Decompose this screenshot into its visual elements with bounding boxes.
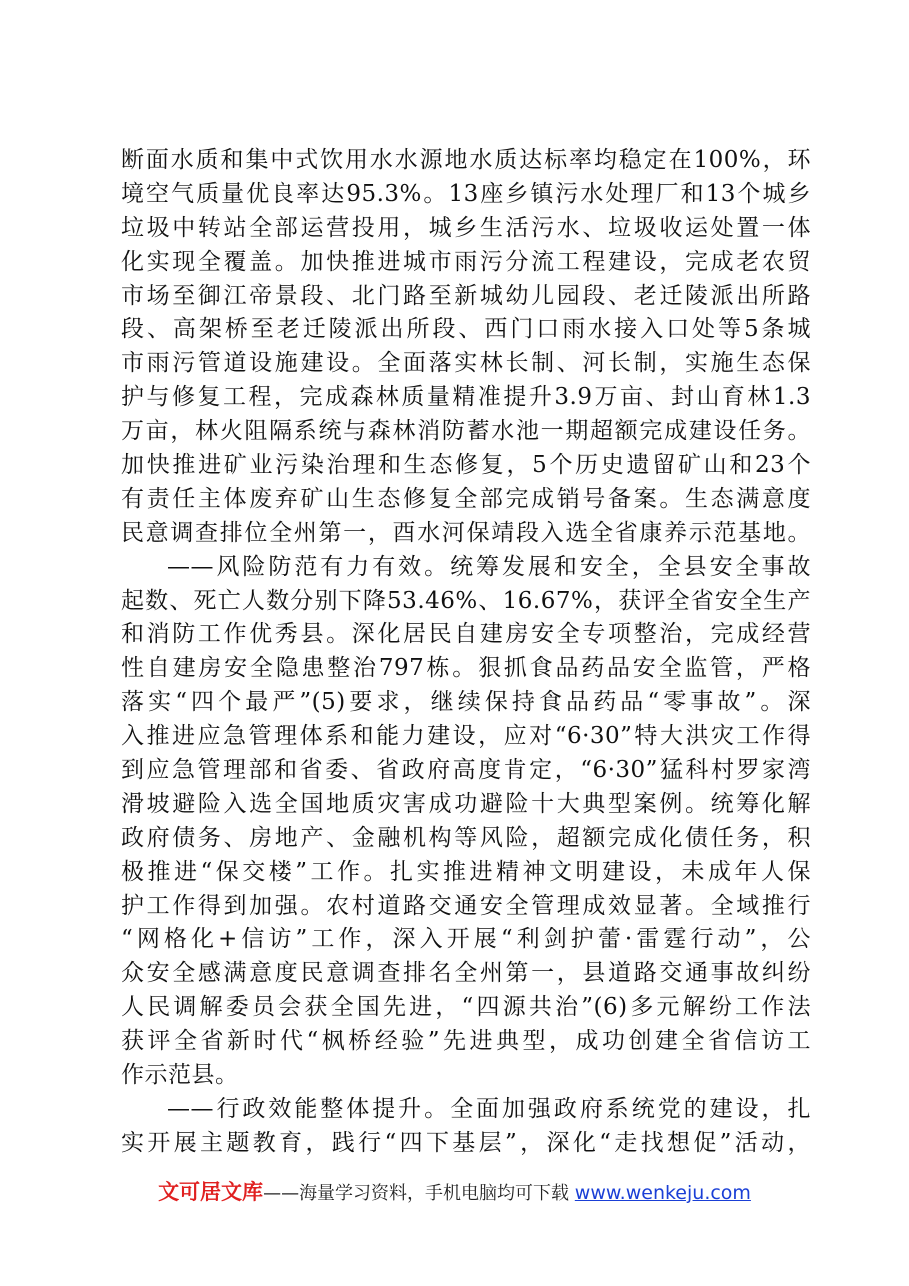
text-line: 众安全感满意度民意调查排名全州第一，县道路交通事故纠纷 xyxy=(121,960,811,987)
text-line: 护工作得到加强。农村道路交通安全管理成效显著。全域推行 xyxy=(121,892,811,919)
text-line: ——行政效能整体提升。全面加强政府系统党的建设，扎 xyxy=(167,1095,811,1122)
text-line: 性自建房安全隐患整治797栋。狠抓食品药品安全监管，严格 xyxy=(121,655,811,682)
text-line: 万亩，林火阻隔系统与森林消防蓄水池一期超额完成建设任务。 xyxy=(121,418,811,445)
text-line: 滑坡避险入选全国地质灾害成功避险十大典型案例。统筹化解 xyxy=(121,790,811,817)
footer-slogan: ——海量学习资料，手机电脑均可下载 xyxy=(263,1183,570,1204)
text-line: 垃圾中转站全部运营投用，城乡生活污水、垃圾收运处置一体 xyxy=(121,214,811,241)
text-line: 政府债务、房地产、金融机构等风险，超额完成化债任务，积 xyxy=(121,824,811,851)
text-line: 境空气质量优良率达95.3%。13座乡镇污水处理厂和13个城乡 xyxy=(121,180,811,207)
text-line: ——风险防范有力有效。统筹发展和安全，全县安全事故 xyxy=(167,553,811,580)
text-line: 民意调查排位全州第一，酉水河保靖段入选全省康养示范基地。 xyxy=(121,519,811,546)
text-line: 入推进应急管理体系和能力建设，应对“6·30”特大洪灾工作得 xyxy=(121,723,811,750)
document-body xyxy=(121,144,811,1161)
text-line: 市雨污管道设施建设。全面落实林长制、河长制，实施生态保 xyxy=(121,350,811,377)
text-line: 加快推进矿业污染治理和生态修复，5个历史遗留矿山和23个 xyxy=(121,452,811,479)
text-line: 断面水质和集中式饮用水水源地水质达标率均稳定在100%，环 xyxy=(121,147,811,173)
footer-banner xyxy=(0,1178,909,1208)
text-line: 落实“四个最严”(5)要求，继续保持食品药品“零事故”。深 xyxy=(121,689,811,716)
text-line: 市场至御江帝景段、北门路至新城幼儿园段、老迁陵派出所路 xyxy=(121,282,811,309)
text-line: 人民调解委员会获全国先进，“四源共治”(6)多元解纷工作法 xyxy=(121,994,811,1021)
footer-link[interactable]: www.wenkeju.com xyxy=(574,1182,751,1204)
text-line: 到应急管理部和省委、省政府高度肯定，“6·30”猛科村罗家湾 xyxy=(121,757,811,784)
text-line: 起数、死亡人数分别下降53.46%、16.67%，获评全省安全生产 xyxy=(121,587,811,614)
text-line: 获评全省新时代“枫桥经验”先进典型，成功创建全省信访工 xyxy=(121,1028,811,1055)
text-line: 化实现全覆盖。加快推进城市雨污分流工程建设，完成老农贸 xyxy=(121,248,811,275)
text-line: 作示范县。 xyxy=(121,1062,239,1089)
text-line: 和消防工作优秀县。深化居民自建房安全专项整治，完成经营 xyxy=(121,621,811,648)
text-line: 极推进“保交楼”工作。扎实推进精神文明建设，未成年人保 xyxy=(121,858,811,885)
text-line: 实开展主题教育，践行“四下基层”，深化“走找想促”活动， xyxy=(121,1129,811,1156)
text-line: 有责任主体废弃矿山生态修复全部完成销号备案。生态满意度 xyxy=(121,485,811,512)
text-line: “网格化+信访”工作，深入开展“利剑护蕾·雷霆行动”，公 xyxy=(121,926,811,953)
text-line: 段、高架桥至老迁陵派出所段、西门口雨水接入口处等5条城 xyxy=(121,316,811,343)
text-line: 护与修复工程，完成森林质量精准提升3.9万亩、封山育林1.3 xyxy=(121,384,811,411)
footer-brand: 文可居文库 xyxy=(158,1180,264,1204)
